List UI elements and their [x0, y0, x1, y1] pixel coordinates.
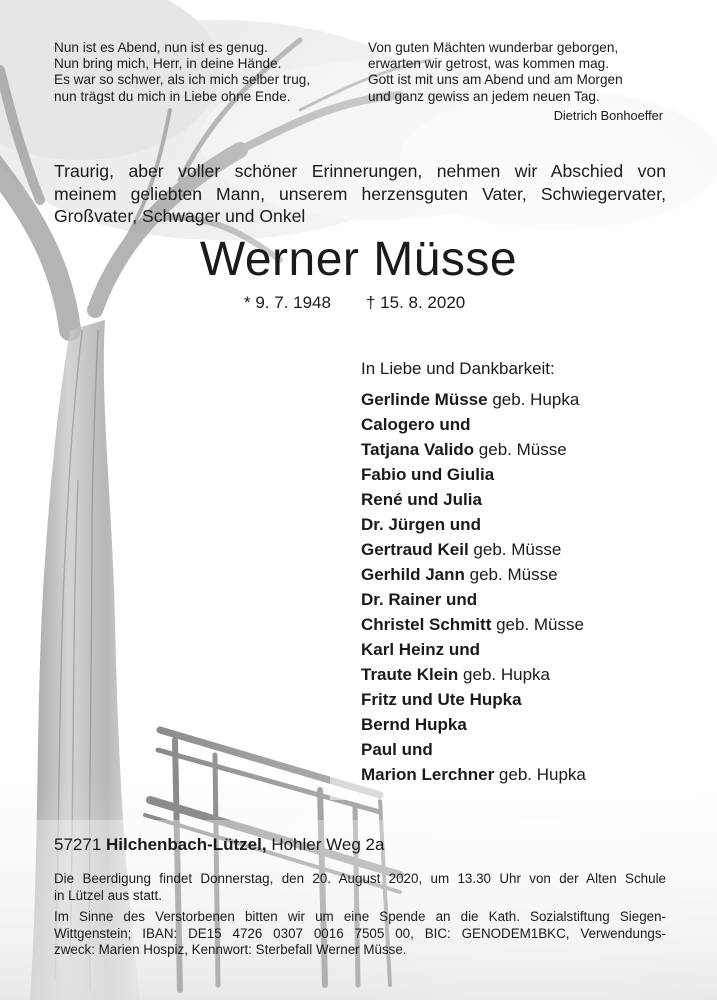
intro-line: Traurig, aber voller schöner Erinnerungen, nehmen wir Abschied von [54, 161, 666, 181]
mourner-name: Dr. Rainer und [361, 590, 478, 609]
mourner-line [361, 512, 691, 537]
mourner-line [361, 737, 691, 762]
address-city: Hilchenbach-Lützel, [106, 835, 267, 854]
mourner-line [361, 387, 691, 412]
mourner-line [361, 412, 691, 437]
donation-notice [54, 909, 666, 959]
mourner-name: Dr. Jürgen und [361, 515, 481, 534]
mourner-suffix: geb. Müsse [468, 540, 562, 559]
poem-left-line: Nun ist es Abend, nun ist es genug. [54, 40, 268, 55]
mourner-name: Calogero und [361, 415, 471, 434]
deceased-name: Werner Müsse [199, 233, 518, 286]
thanks-heading: In Liebe und Dankbarkeit: [361, 359, 555, 378]
mourner-line [361, 687, 691, 712]
family-address [54, 835, 384, 855]
mourner-line [361, 662, 691, 687]
donation-line: Wittgenstein; IBAN: DE15 4726 0307 0016 7505 00, BIC: GENODEM1BKC, Verwendungs- [54, 925, 666, 941]
funeral-line: in Lützel aus statt. [54, 887, 162, 903]
poem-right-line: Gott ist mit uns am Abend und am Morgen [368, 72, 623, 88]
mourner-line [361, 762, 691, 787]
mourner-name: Bernd Hupka [361, 715, 467, 734]
mourner-name: Fritz und Ute Hupka [361, 690, 522, 709]
poem-author: Dietrich Bonhoeffer [553, 108, 663, 123]
address-zip: 57271 [54, 835, 102, 854]
donation-line: zweck: Marien Hospiz, Kennwort: Sterbefall Werner Müsse. [54, 942, 407, 957]
mourner-suffix: geb. Müsse [491, 615, 584, 634]
mourner-line [361, 487, 691, 512]
intro-line: Großvater, Schwager und Onkel [54, 206, 306, 226]
mourner-suffix: geb. Hupka [487, 390, 580, 409]
address-street: Hohler Weg 2a [271, 835, 385, 854]
mourner-name: Christel Schmitt [361, 615, 492, 634]
mourner-line [361, 587, 691, 612]
poem-left-line: nun trägst du mich in Liebe ohne Ende. [54, 88, 291, 104]
mourner-line [361, 537, 691, 562]
mourner-line [361, 562, 691, 587]
poem-right-line: und ganz gewiss an jedem neuen Tag. [368, 88, 600, 104]
mourner-name: Paul und [361, 740, 433, 759]
mourner-name: Gerlinde Müsse [361, 390, 488, 409]
death-date: † 15. 8. 2020 [366, 293, 466, 312]
mourner-name: René und Julia [361, 490, 482, 509]
poem-left-line: Es war so schwer, als ich mich selber trug, [54, 72, 311, 88]
mourner-line [361, 637, 691, 662]
donation-line: Im Sinne des Verstorbenen bitten wir um eine Spende an die Kath. Sozialstiftung Siegen- [54, 909, 666, 924]
mourner-line [361, 437, 691, 462]
funeral-notice [54, 871, 666, 904]
mourner-suffix: geb. Hupka [458, 665, 550, 684]
poem-left [54, 40, 354, 105]
mourner-line [361, 612, 691, 637]
mourner-name: Marion Lerchner [361, 765, 495, 784]
mourner-name: Karl Heinz und [361, 640, 481, 659]
mourner-suffix: geb. Hupka [494, 765, 586, 784]
intro-line: meinem geliebten Mann, unserem herzensguten Vater, Schwiegervater, [54, 183, 666, 204]
poem-right-line: erwarten wir getrost, was kommen mag. [368, 56, 609, 72]
mourner-suffix: geb. Müsse [474, 440, 567, 459]
intro-text [54, 160, 666, 228]
mourner-line [361, 462, 691, 487]
mourners-list [361, 387, 691, 787]
birth-date: * 9. 7. 1948 [244, 293, 331, 312]
funeral-line: Die Beerdigung findet Donnerstag, den 20. August 2020, um 13.30 Uhr von der Alten Schule [54, 871, 666, 886]
poem-right-line: Von guten Mächten wunderbar geborgen, [368, 40, 619, 55]
poem-left-line: Nun bring mich, Herr, in deine Hände. [54, 56, 282, 72]
mourner-name: Tatjana Valido [361, 440, 475, 459]
mourner-suffix: geb. Müsse [464, 565, 558, 584]
mourner-name: Fabio und Giulia [361, 465, 495, 484]
poem-right [368, 40, 668, 105]
mourner-line [361, 712, 691, 737]
mourner-name: Gerhild Jann [361, 565, 465, 584]
mourner-name: Gertraud Keil [361, 540, 469, 559]
mourner-name: Traute Klein [361, 665, 459, 684]
